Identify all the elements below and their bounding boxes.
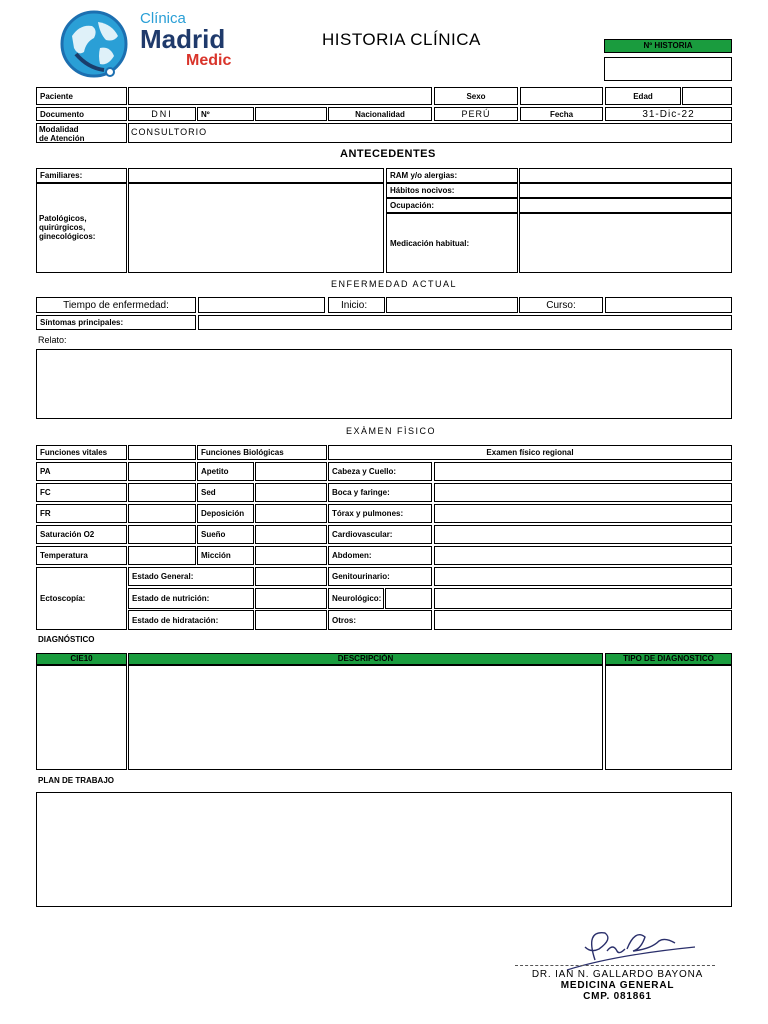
signature-line [515,965,715,966]
estado-nutricion-field[interactable] [255,588,327,609]
cie10-header: CIE10 [36,653,127,665]
curso-label: Curso: [519,297,603,313]
sintomas-label: Síntomas principales: [36,315,196,330]
miccion-field[interactable] [255,546,327,565]
edad-label: Edad [605,87,681,105]
estado-nutricion-label: Estado de nutrición: [128,588,254,609]
otros-label: Otros: [328,610,432,630]
inicio-field[interactable] [386,297,518,313]
ram-field[interactable] [519,168,732,183]
torax-field[interactable] [434,504,732,523]
estado-general-label: Estado General: [128,567,254,586]
patologicos-label-2: quirúrgicos, [39,223,86,232]
vitales-header-spacer [128,445,196,460]
deposicion-label: Deposición [197,504,254,523]
ocupacion-field[interactable] [519,198,732,213]
documento-label: Documento [36,107,127,121]
logo-line3: Medic [186,52,232,69]
antecedentes-title: ANTECEDENTES [340,148,436,160]
sueno-label: Sueño [197,525,254,544]
apetito-label: Apetito [197,462,254,481]
patologicos-label-3: ginecológicos: [39,232,96,241]
patologicos-field[interactable] [128,183,384,273]
medicacion-label: Medicación habitual: [386,213,518,273]
cabeza-label: Cabeza y Cuello: [328,462,432,481]
patologicos-label-cell [36,183,127,273]
doctor-specialty: MEDICINA GENERAL [560,980,675,991]
nacionalidad-label: Nacionalidad [328,107,432,121]
miccion-label: Micción [197,546,254,565]
ectoscopia-label: Ectoscopía: [36,567,127,630]
descripcion-header: DESCRIPCIÓN [128,653,603,665]
habitos-label: Hábitos nocivos: [386,183,518,198]
boca-field[interactable] [434,483,732,502]
logo-line2: Madrid [140,24,226,54]
medicacion-field[interactable] [519,213,732,273]
sintomas-field[interactable] [198,315,732,330]
pa-field[interactable] [128,462,196,481]
sed-field[interactable] [255,483,327,502]
neuro-label: Neurológico: [328,588,384,609]
habitos-field[interactable] [519,183,732,198]
modalidad-field[interactable] [128,123,732,143]
sexo-field[interactable] [520,87,603,105]
temperatura-field[interactable] [128,546,196,565]
handwritten-signature [555,925,705,975]
otros-field[interactable] [434,610,732,630]
relato-field[interactable] [36,349,732,419]
clinic-logo [58,8,258,80]
saturacion-field[interactable] [128,525,196,544]
familiares-field[interactable] [128,168,384,183]
fr-field[interactable] [128,504,196,523]
paciente-label: Paciente [36,87,127,105]
genito-label: Genitourinario: [328,567,432,586]
sed-label: Sed [197,483,254,502]
numero-field[interactable] [255,107,327,121]
estado-general-field[interactable] [255,567,327,586]
cabeza-field[interactable] [434,462,732,481]
inicio-label: Inicio: [328,297,385,313]
paciente-field[interactable] [128,87,432,105]
ocupacion-label: Ocupación: [386,198,518,213]
boca-label: Boca y faringe: [328,483,432,502]
apetito-field[interactable] [255,462,327,481]
estado-hidratacion-label: Estado de hidratación: [128,610,254,630]
cardio-label: Cardiovascular: [328,525,432,544]
logo-line1: Clínica [140,10,186,27]
saturacion-label: Saturación O2 [36,525,127,544]
nacionalidad-field[interactable]: PERÚ [434,107,518,121]
familiares-label: Familiares: [36,168,127,183]
modalidad-label-2: de Atención [39,134,85,143]
page-title: HISTORIA CLÍNICA [322,30,481,49]
neuro-small-field[interactable] [385,588,432,609]
globe-icon [58,8,130,80]
pa-label: PA [36,462,127,481]
regional-header: Examen físico regional [328,445,732,460]
temperatura-label: Temperatura [36,546,127,565]
doc-type-field[interactable]: DNI [128,107,196,121]
torax-label: Tórax y pulmones: [328,504,432,523]
diagnostico-title: DIAGNÓSTICO [38,635,95,644]
tiempo-label: Tiempo de enfermedad: [36,297,196,313]
deposicion-field[interactable] [255,504,327,523]
doctor-name: DR. IAN N. GALLARDO BAYONA [531,969,704,980]
historia-number-field[interactable] [604,57,732,81]
tipo-header: TIPO DE DIAGNOSTICO [605,653,732,665]
relato-label: Relato: [38,335,67,345]
fc-field[interactable] [128,483,196,502]
fecha-field[interactable]: 31-Dic-22 [605,107,732,121]
enfermedad-title: ENFERMEDAD ACTUAL [331,279,458,289]
funciones-biologicas-header: Funciones Biológicas [197,445,327,460]
genito-field[interactable] [434,567,732,586]
cie10-field[interactable] [36,665,127,770]
historia-label: Nº HISTORIA [604,39,732,53]
ram-label: RAM y/o alergias: [386,168,518,183]
sueno-field[interactable] [255,525,327,544]
doctor-cmp: CMP. 081861 [583,991,652,1002]
tiempo-field[interactable] [198,297,325,313]
funciones-vitales-header: Funciones vitales [36,445,127,460]
modalidad-label-1: Modalidad [39,125,79,134]
fecha-label: Fecha [520,107,603,121]
plan-field[interactable] [36,792,732,907]
fr-label: FR [36,504,127,523]
modalidad-label-cell [36,123,127,143]
fc-label: FC [36,483,127,502]
descripcion-field[interactable] [128,665,603,770]
neuro-field[interactable] [434,588,732,609]
abdomen-label: Abdomen: [328,546,432,565]
edad-field[interactable] [682,87,732,105]
cardio-field[interactable] [434,525,732,544]
estado-hidratacion-field[interactable] [255,610,327,630]
abdomen-field[interactable] [434,546,732,565]
modalidad-value: CONSULTORIO [131,127,208,137]
curso-field[interactable] [605,297,732,313]
tipo-field[interactable] [605,665,732,770]
plan-title: PLAN DE TRABAJO [38,776,115,785]
examen-title: EXÀMEN FÌSICO [346,426,437,436]
patologicos-label-1: Patológicos, [39,214,87,223]
numero-label: Nº [197,107,254,121]
sexo-label: Sexo [434,87,518,105]
